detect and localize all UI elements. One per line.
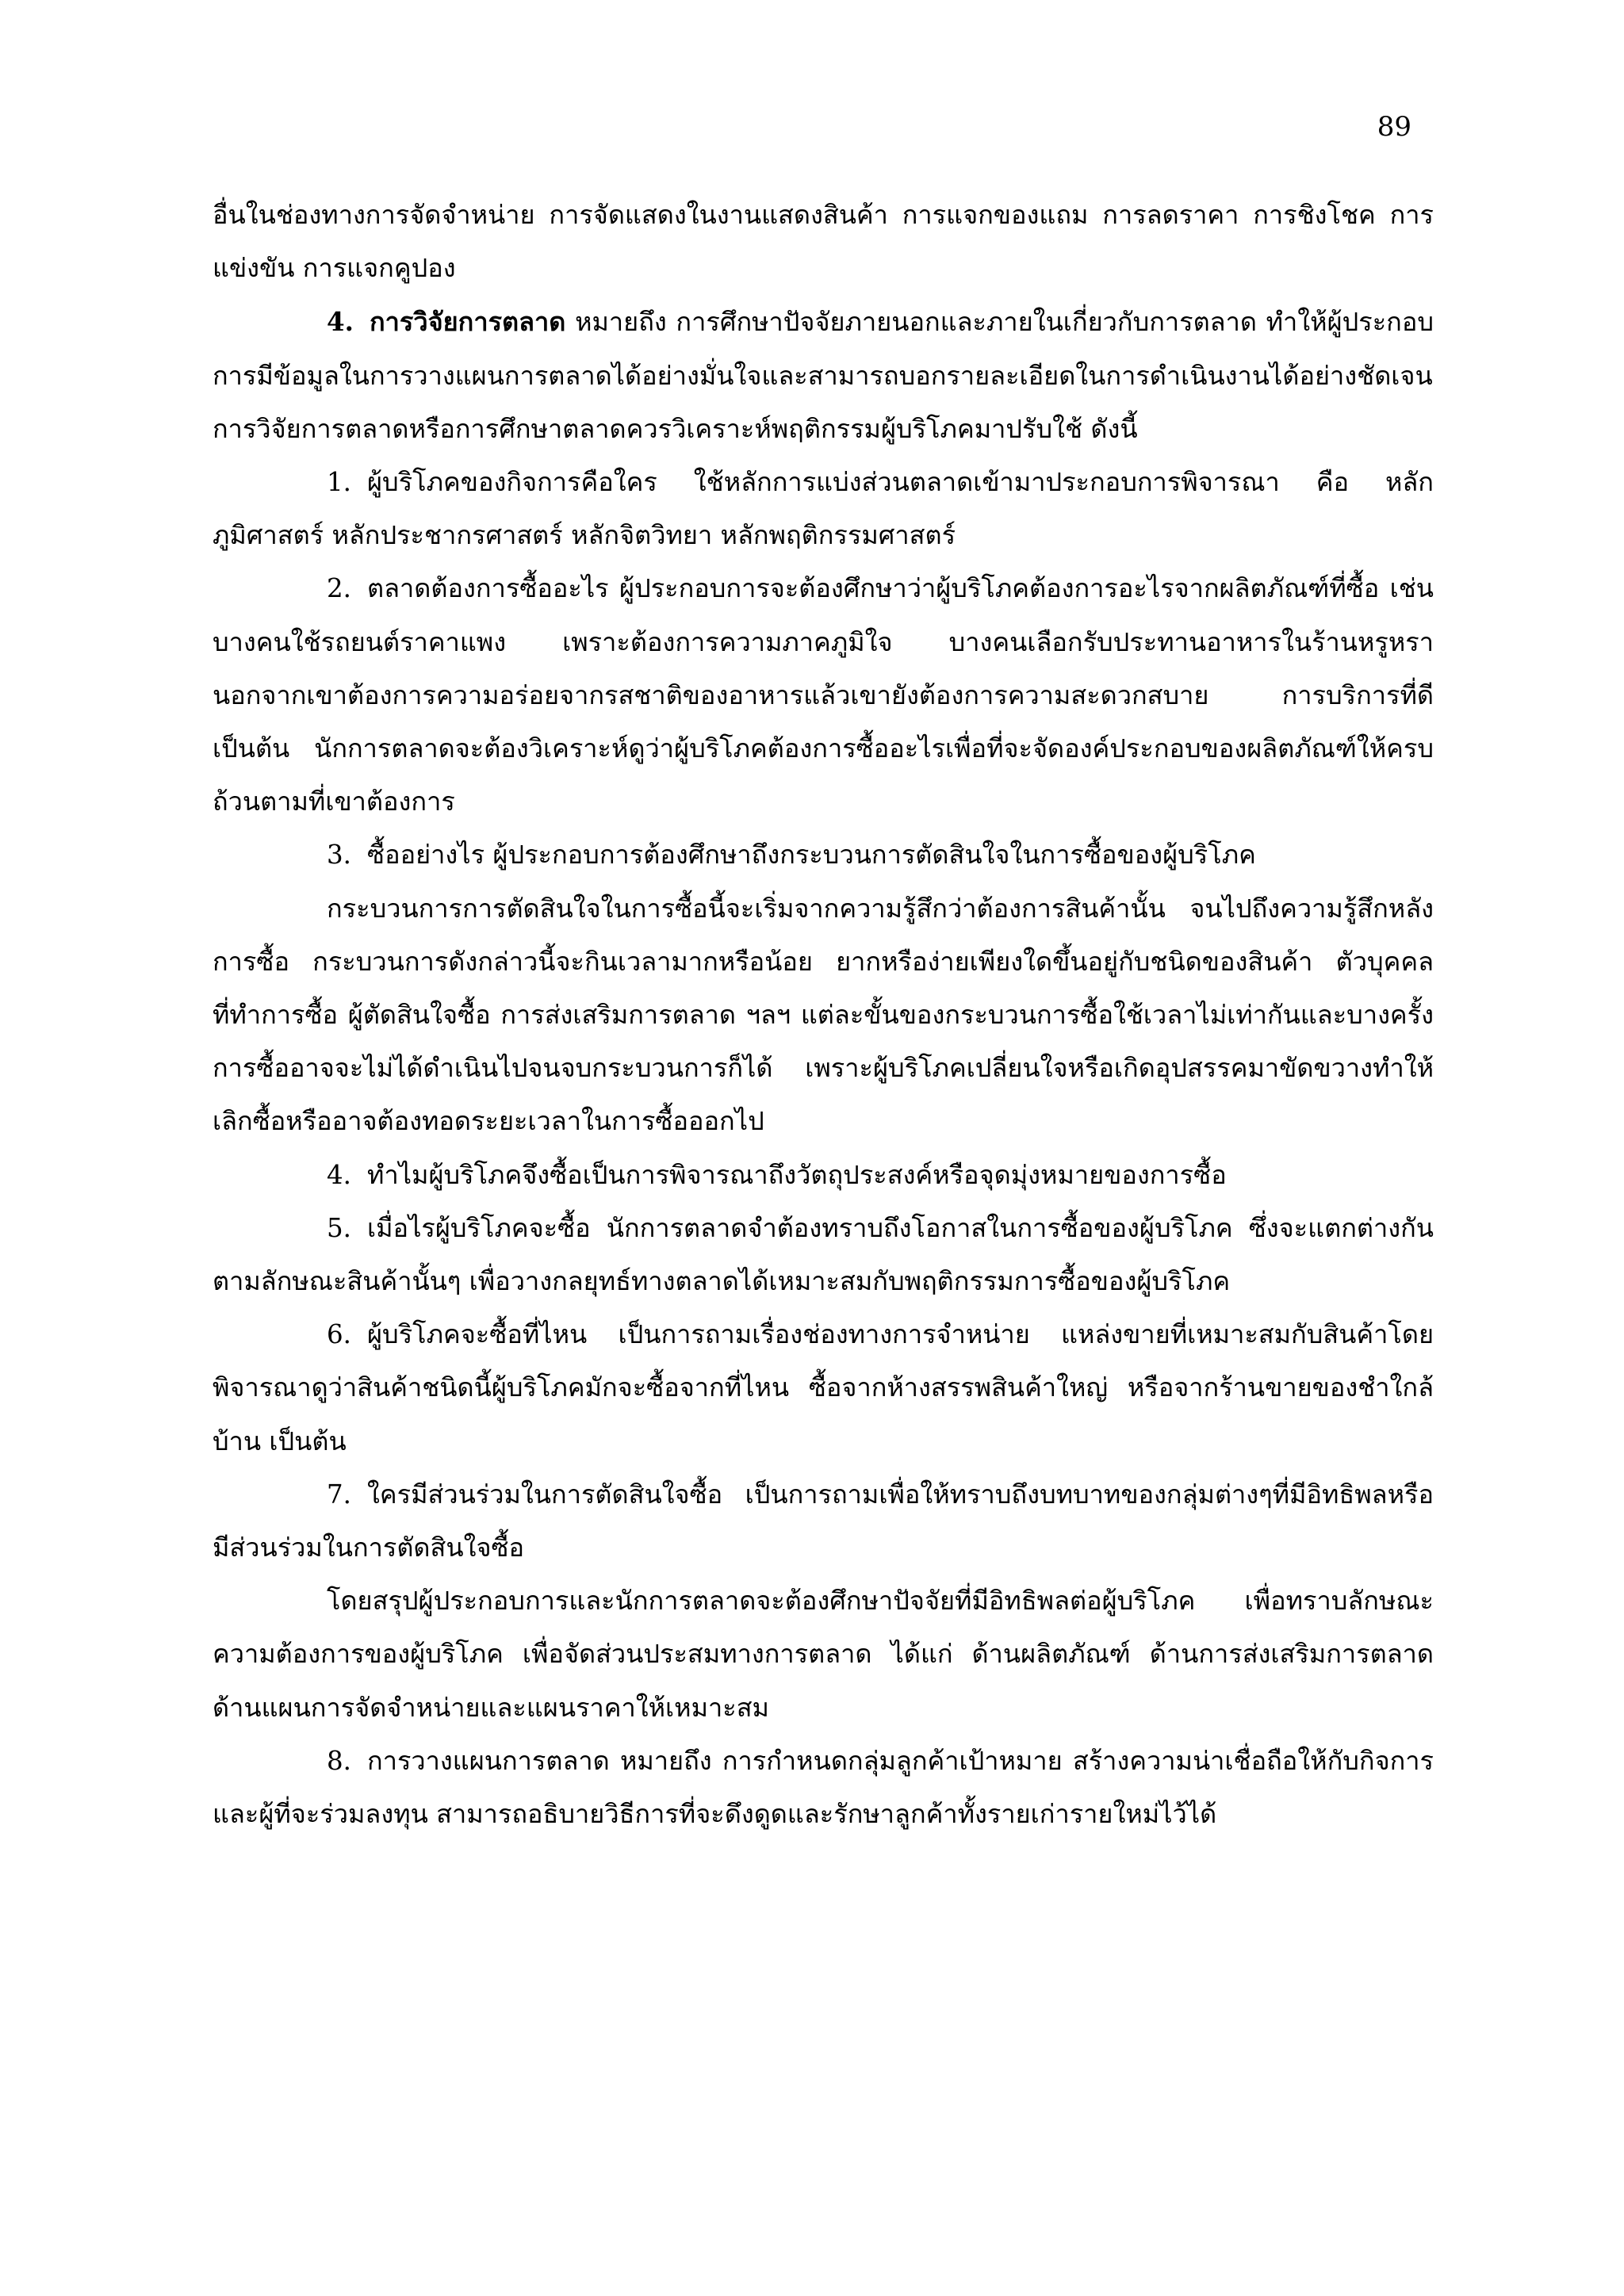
list-item-text: ทำไมผู้บริโภคจึงซื้อเป็นการพิจารณาถึงวัตถุประสงค์หรือจุดมุ่งหมายของการซื้อ — [367, 1159, 1227, 1190]
paragraph-text: หมายถึง การศึกษาปัจจัยภายนอกและภายในเกี่ยวกับการตลาด ทำให้ผู้ประกอบการมีข้อมูลในการวางแผนการตลาดได้อย่างมั่นใจและสามารถบอกรายละเอียดในการดำเนินงานได้อย่างชัดเจน การวิจัยการตลาดหรือการศึกษาตลาดควรวิเคราะห์พฤติกรรมผู้บริโภคมาปรับใช้ ดังนี้ — [213, 307, 1434, 444]
paragraph-text: อื่นในช่องทางการจัดจำหน่าย การจัดแสดงในงานแสดงสินค้า การแจกของแถม การลดราคา การชิงโชค การแข่งขัน การแจกคูปอง — [213, 200, 1434, 284]
list-item-number: 6. — [327, 1319, 352, 1350]
section-heading: การวิจัยการตลาด — [369, 306, 566, 338]
paragraph-text: โดยสรุปผู้ประกอบการและนักการตลาดจะต้องศึกษาปัจจัยที่มีอิทธิพลต่อผู้บริโภค เพื่อทราบลักษณะความต้องการของผู้บริโภค เพื่อจัดส่วนประสมทางการตลาด ได้แก่ ด้านผลิตภัณฑ์ ด้านการส่งเสริมการตลาด ด้านแผนการจัดจำหน่ายและแผนราคาให้เหมาะสม — [213, 1586, 1434, 1723]
list-item — [213, 1735, 1434, 1841]
list-item-number: 2. — [327, 573, 352, 604]
list-item — [213, 1308, 1434, 1468]
list-item-number: 4. — [327, 1159, 352, 1190]
paragraph — [213, 882, 1434, 1149]
list-item-text: ซื้ออย่างไร ผู้ประกอบการต้องศึกษาถึงกระบวนการตัดสินใจในการซื้อของผู้บริโภค — [367, 840, 1256, 871]
list-item — [213, 1149, 1434, 1202]
list-item-text: การวางแผนการตลาด หมายถึง การกำหนดกลุ่มลูกค้าเป้าหมาย สร้างความน่าเชื่อถือให้กับกิจการและผู้ที่จะร่วมลงทุน สามารถอธิบายวิธีการที่จะดึงดูดและรักษาลูกค้าทั้งรายเก่ารายใหม่ไว้ได้ — [213, 1745, 1434, 1830]
document-body — [213, 189, 1434, 1841]
section-marketing-research — [213, 295, 1434, 456]
list-item-text: ผู้บริโภคของกิจการคือใคร ใช้หลักการแบ่งส่วนตลาดเข้ามาประกอบการพิจารณา คือ หลักภูมิศาสตร์ หลักประชากรศาสตร์ หลักจิตวิทยา หลักพฤติกรรมศาสตร์ — [213, 467, 1434, 551]
section-number: 4. — [327, 306, 354, 338]
list-item-number: 3. — [327, 840, 352, 871]
list-item — [213, 562, 1434, 828]
list-item-number: 5. — [327, 1212, 352, 1243]
list-item-text: เมื่อไรผู้บริโภคจะซื้อ นักการตลาดจำต้องทราบถึงโอกาสในการซื้อของผู้บริโภค ซึ่งจะแตกต่างกันตามลักษณะสินค้านั้นๆ เพื่อวางกลยุทธ์ทางตลาดได้เหมาะสมกับพฤติกรรมการซื้อของผู้บริโภค — [213, 1212, 1434, 1297]
list-item-text: ตลาดต้องการซื้ออะไร ผู้ประกอบการจะต้องศึกษาว่าผู้บริโภคต้องการอะไรจากผลิตภัณฑ์ที่ซื้อ เช่น บางคนใช้รถยนต์ราคาแพง เพราะต้องการความภาคภูมิใจ บางคนเลือกรับประทานอาหารในร้านหรูหรา นอกจากเขาต้องการความอร่อยจากรสชาติของอาหารแล้วเขายังต้องการความสะดวกสบาย การบริการที่ดี เป็นต้น นักการตลาดจะต้องวิเคราะห์ดูว่าผู้บริโภคต้องการซื้ออะไรเพื่อที่จะจัดองค์ประกอบของผลิตภัณฑ์ให้ครบถ้วนตามที่เขาต้องการ — [213, 573, 1434, 817]
paragraph-summary — [213, 1575, 1434, 1735]
list-item-text: ใครมีส่วนร่วมในการตัดสินใจซื้อ เป็นการถามเพื่อให้ทราบถึงบทบาทของกลุ่มต่างๆที่มีอิทธิพลหรือมีส่วนร่วมในการตัดสินใจซื้อ — [213, 1479, 1434, 1563]
paragraph-text: กระบวนการการตัดสินใจในการซื้อนี้จะเริ่มจากความรู้สึกว่าต้องการสินค้านั้น จนไปถึงความรู้สึกหลังการซื้อ กระบวนการดังกล่าวนี้จะกินเวลามากหรือน้อย ยากหรือง่ายเพียงใดขึ้นอยู่กับชนิดของสินค้า ตัวบุคคลที่ทำการซื้อ ผู้ตัดสินใจซื้อ การส่งเสริมการตลาด ฯลฯ แต่ละขั้นของกระบวนการซื้อใช้เวลาไม่เท่ากันและบางครั้งการซื้ออาจจะไม่ได้ดำเนินไปจนจบกระบวนการก็ได้ เพราะผู้บริโภคเปลี่ยนใจหรือเกิดอุปสรรคมาขัดขวางทำให้เลิกซื้อหรืออาจต้องทอดระยะเวลาในการซื้อออกไป — [213, 893, 1434, 1137]
list-item-number: 1. — [327, 467, 352, 498]
list-item — [213, 1468, 1434, 1575]
page-number: 89 — [1377, 111, 1411, 143]
paragraph-continuation — [213, 189, 1434, 295]
list-item-number: 7. — [327, 1479, 352, 1510]
list-item — [213, 828, 1434, 882]
list-item-number: 8. — [327, 1745, 352, 1776]
list-item-text: ผู้บริโภคจะซื้อที่ไหน เป็นการถามเรื่องช่องทางการจำหน่าย แหล่งขายที่เหมาะสมกับสินค้าโดยพิจารณาดูว่าสินค้าชนิดนี้ผู้บริโภคมักจะซื้อจากที่ไหน ซื้อจากห้างสรรพสินค้าใหญ่ หรือจากร้านขายของชำใกล้บ้าน เป็นต้น — [213, 1319, 1434, 1456]
list-item — [213, 456, 1434, 562]
list-item — [213, 1202, 1434, 1308]
